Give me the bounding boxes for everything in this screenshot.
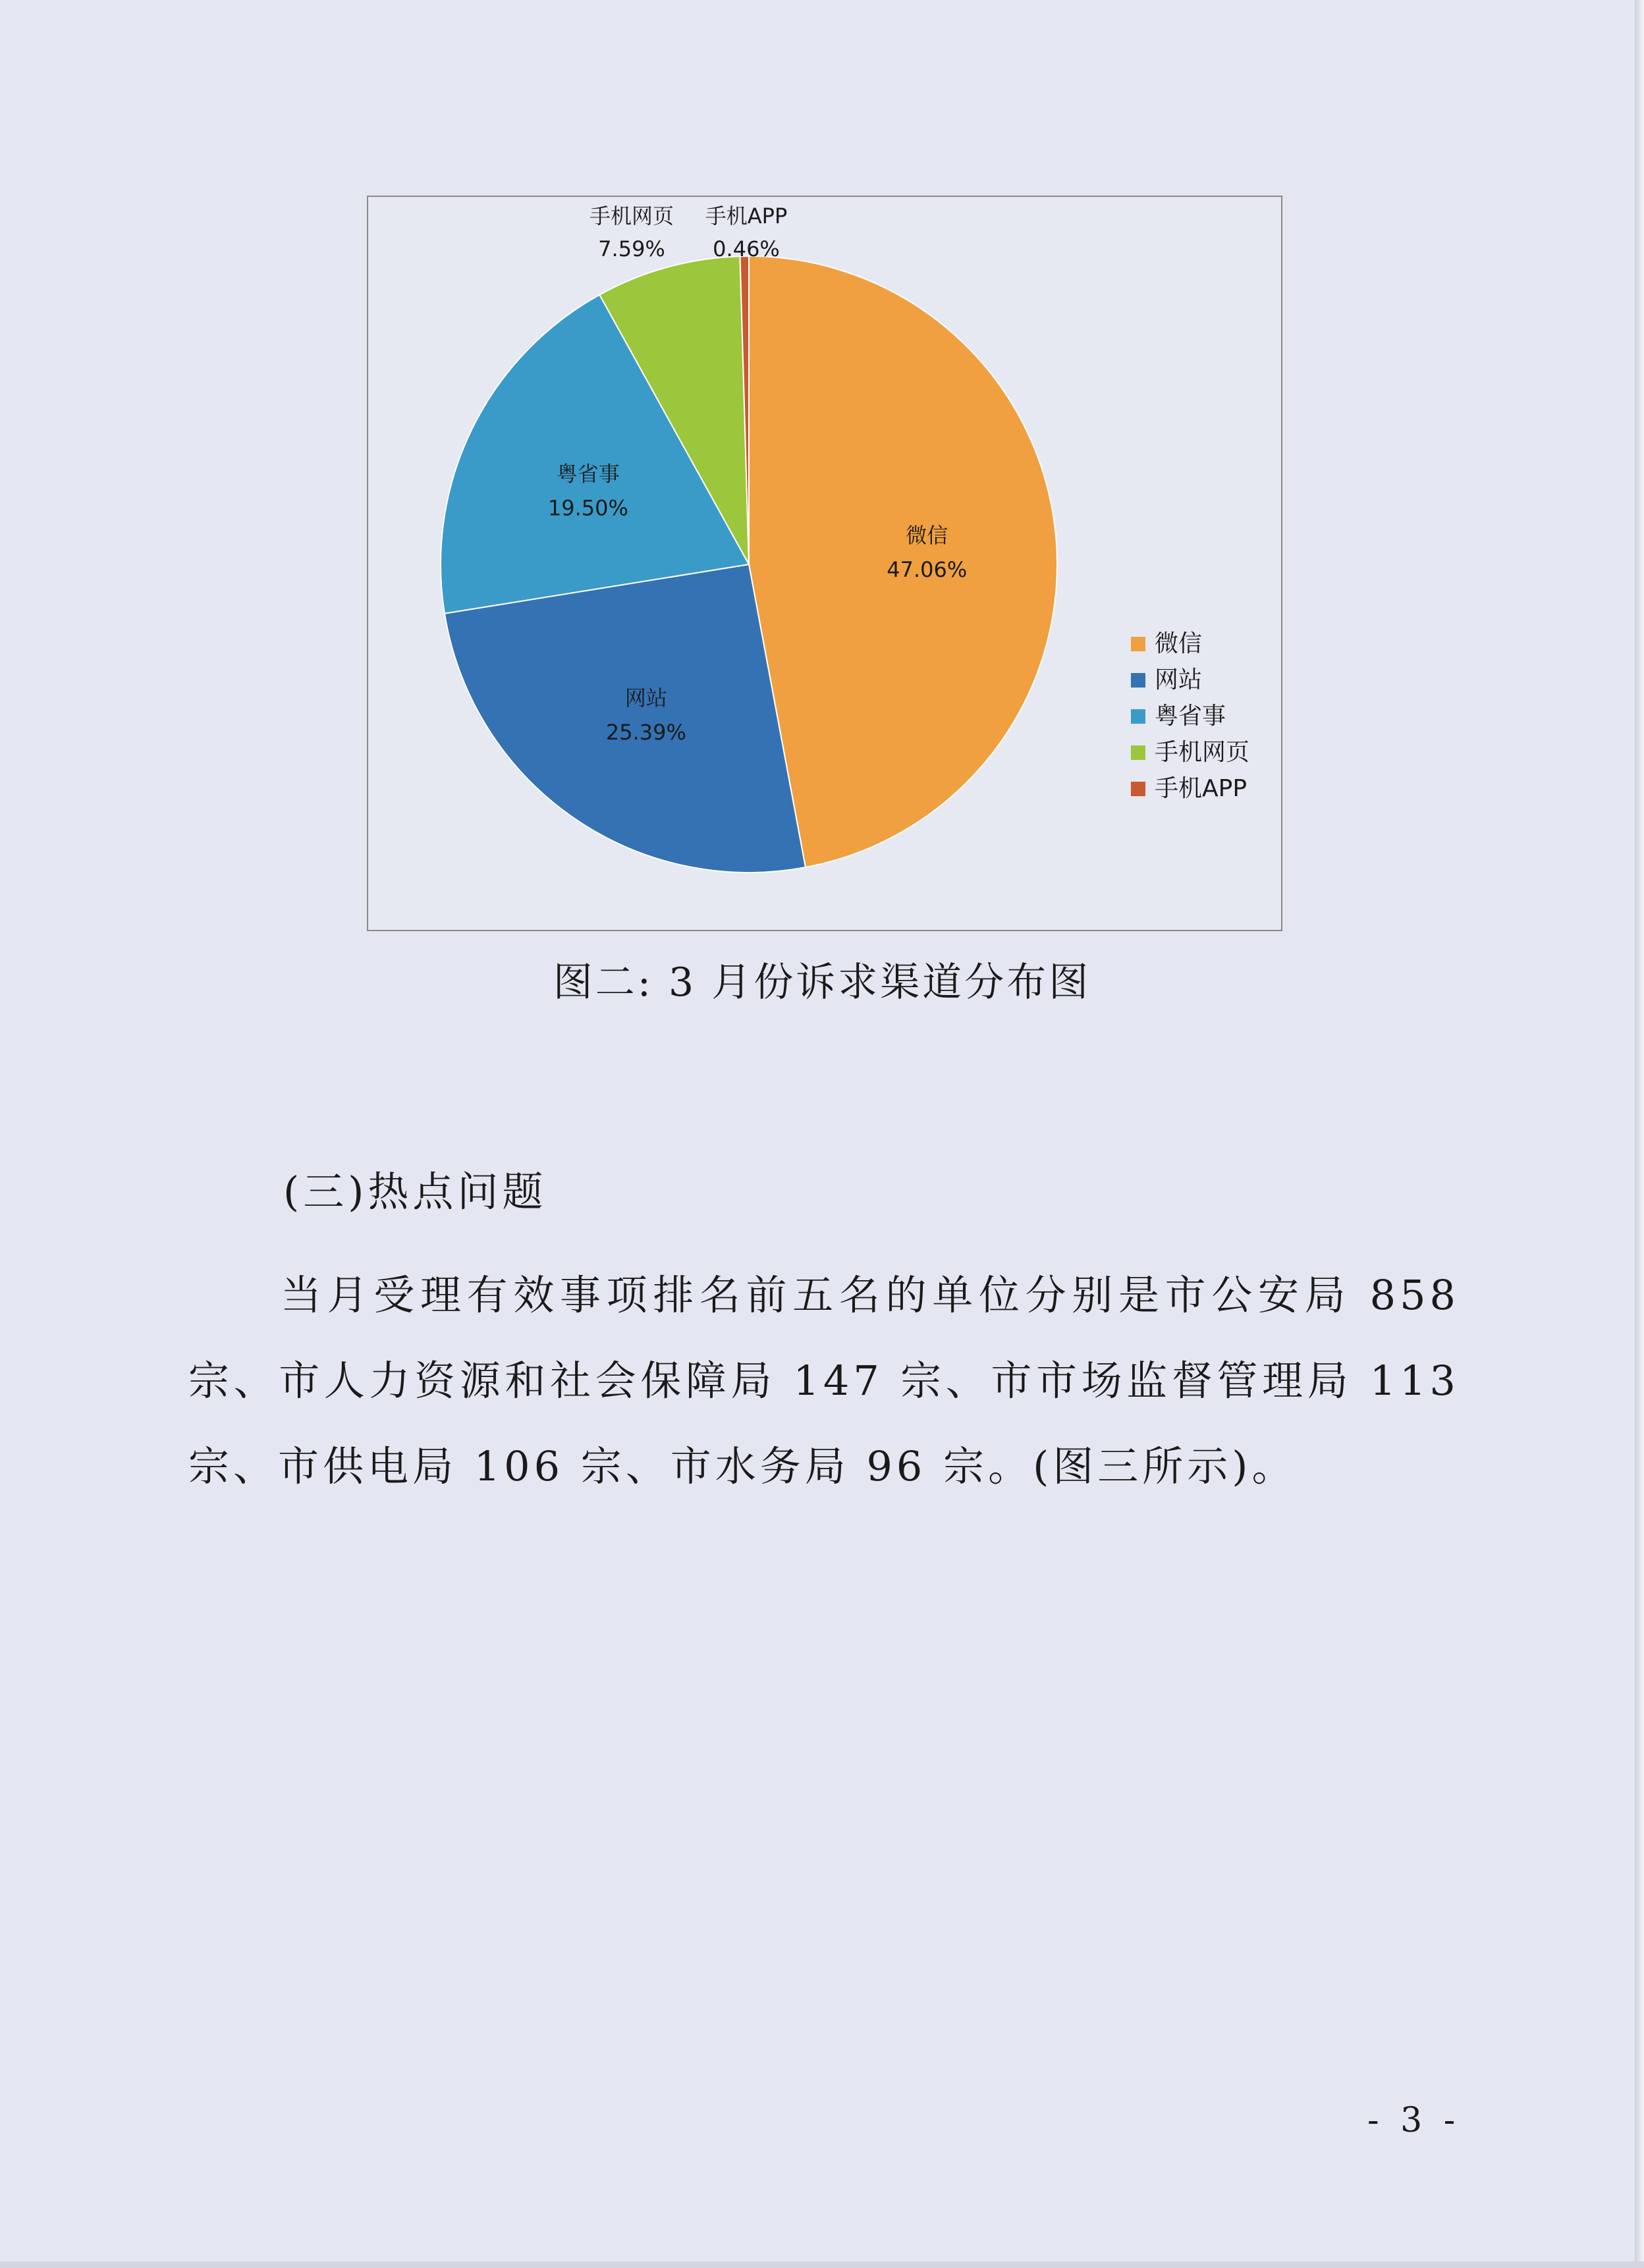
page-edge bbox=[1635, 0, 1644, 2268]
legend-swatch-5 bbox=[1131, 782, 1145, 796]
legend-label-2: 网站 bbox=[1155, 666, 1203, 693]
legend-swatch-3 bbox=[1131, 709, 1145, 724]
pie-chart-frame bbox=[367, 196, 1282, 931]
slice-label-5 bbox=[705, 203, 788, 261]
legend-label-3: 粤省事 bbox=[1155, 703, 1226, 730]
section-heading: (三)热点问题 bbox=[283, 1168, 547, 1216]
legend-swatch-1 bbox=[1131, 637, 1145, 651]
slice-label-name-1: 微信 bbox=[906, 522, 948, 548]
slice-label-value-3: 19.50% bbox=[547, 495, 628, 521]
legend-swatch-4 bbox=[1131, 745, 1145, 760]
slice-label-value-5: 0.46% bbox=[713, 236, 780, 261]
legend-swatch-2 bbox=[1131, 673, 1145, 688]
slice-label-value-2: 25.39% bbox=[605, 720, 686, 745]
figure-caption: 图二: 3 月份诉求渠道分布图 bbox=[553, 959, 1091, 1006]
legend-label-5: 手机APP bbox=[1155, 775, 1247, 802]
legend-label-1: 微信 bbox=[1155, 630, 1203, 657]
slice-label-value-4: 7.59% bbox=[598, 236, 665, 261]
slice-label-4 bbox=[589, 203, 674, 261]
slice-label-name-3: 粤省事 bbox=[556, 461, 620, 487]
slice-label-name-5: 手机APP bbox=[705, 203, 788, 229]
slice-label-name-4: 手机网页 bbox=[589, 203, 674, 229]
page-edge-bottom bbox=[0, 2261, 1644, 2268]
page-number: - 3 - bbox=[1367, 2101, 1461, 2140]
pie-chart bbox=[368, 197, 1284, 932]
slice-label-value-1: 47.06% bbox=[887, 556, 968, 582]
pie-slice-2 bbox=[445, 564, 806, 873]
legend-label-4: 手机网页 bbox=[1155, 739, 1250, 766]
body-paragraph: 当月受理有效事项排名前五名的单位分别是市公安局 858 宗、市人力资源和社会保障局 147 宗、市市场监督管理局 113 宗、市供电局 106 宗、市水务局 96 宗。(图三所示)。 bbox=[188, 1271, 1460, 1490]
slice-label-name-2: 网站 bbox=[624, 686, 667, 711]
